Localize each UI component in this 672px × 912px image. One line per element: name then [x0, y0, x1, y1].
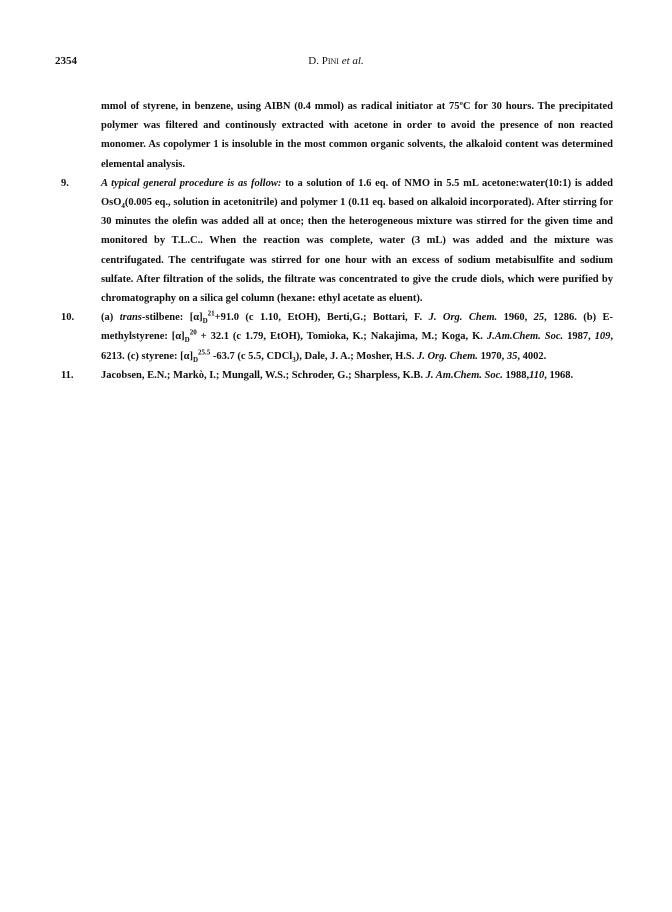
note-text: Jacobsen, E.N.; Markò, I.; Mungall, W.S.; Schroder, G.; Sharpless, K.B. J. Am.Chem. Soc. 1988,110, 1968.: [101, 369, 574, 381]
running-head-authors: D. Pini: [308, 55, 339, 67]
note-number: 9.: [61, 177, 69, 189]
notes-section: [61, 97, 614, 385]
running-head-etal: et al.: [341, 55, 364, 67]
note-continuation: [101, 97, 613, 174]
page-number: 2354: [55, 55, 77, 67]
note-11: [61, 366, 613, 385]
note-text: A typical general procedure is as follow: to a solution of 1.6 eq. of NMO in 5.5 mL acetone:water(10:1) is added OsO$_4$(0.005 eq., solution in acetonitrile) and polymer 1 (0.11 eq. based on alkaloid incorporated). After stirring for 30 minutes the olefin was added all at once; then the heterogeneous mixture was stirred for the given time and monitored by T.L.C.. When the reaction was complete, water (3 mL) was added and the mixture was centrifugated. The centrifugate was stirred for one hour with an excess of sodium metabisulfite and sodium sulfate. After filtration of the solids, the filtrate was concentrated to give the crude diols, which were purified by chromatography on a silica gel column (hexane: ethyl acetate as eluent).: [101, 177, 614, 305]
note-10: [61, 308, 614, 366]
note-text: mmol of styrene, in benzene, using AIBN (0.4 mmol) as radical initiator at 75ºC for 30 hours. The precipitated polymer was filtered and continously extracted with acetone in order to avoid the presence of non reacted monomer. As copolymer 1 is insoluble in the most common organic solvents, the alkaloid content was determined elemental analysis.: [101, 101, 613, 170]
note-number: 10.: [61, 312, 75, 324]
running-head: [55, 55, 617, 67]
note-text: (a) trans-stilbene: $[\alpha]_D^{21}+91.0$ (c 1.10, EtOH), Berti,G.; Bottari, F. J. Org. Chem. 1960, 25, 1286. (b) E-methylstyrene: $[\alpha]_D^{20} + 32.1$ (c 1.79, EtOH), Tomioka, K.; Nakajima, M.; Koga, K. J.Am.Chem. Soc. 1987, 109, 6213. (c) styrene: $[\alpha]_D^{25.5}$ -63.7 (c 5.5, CDCl$_3$), Dale, J. A.; Mosher, H.S. J. Org. Chem. 1970, 35, 4002.: [101, 309, 614, 364]
note-number: 11.: [61, 369, 74, 381]
note-9: [61, 174, 614, 308]
